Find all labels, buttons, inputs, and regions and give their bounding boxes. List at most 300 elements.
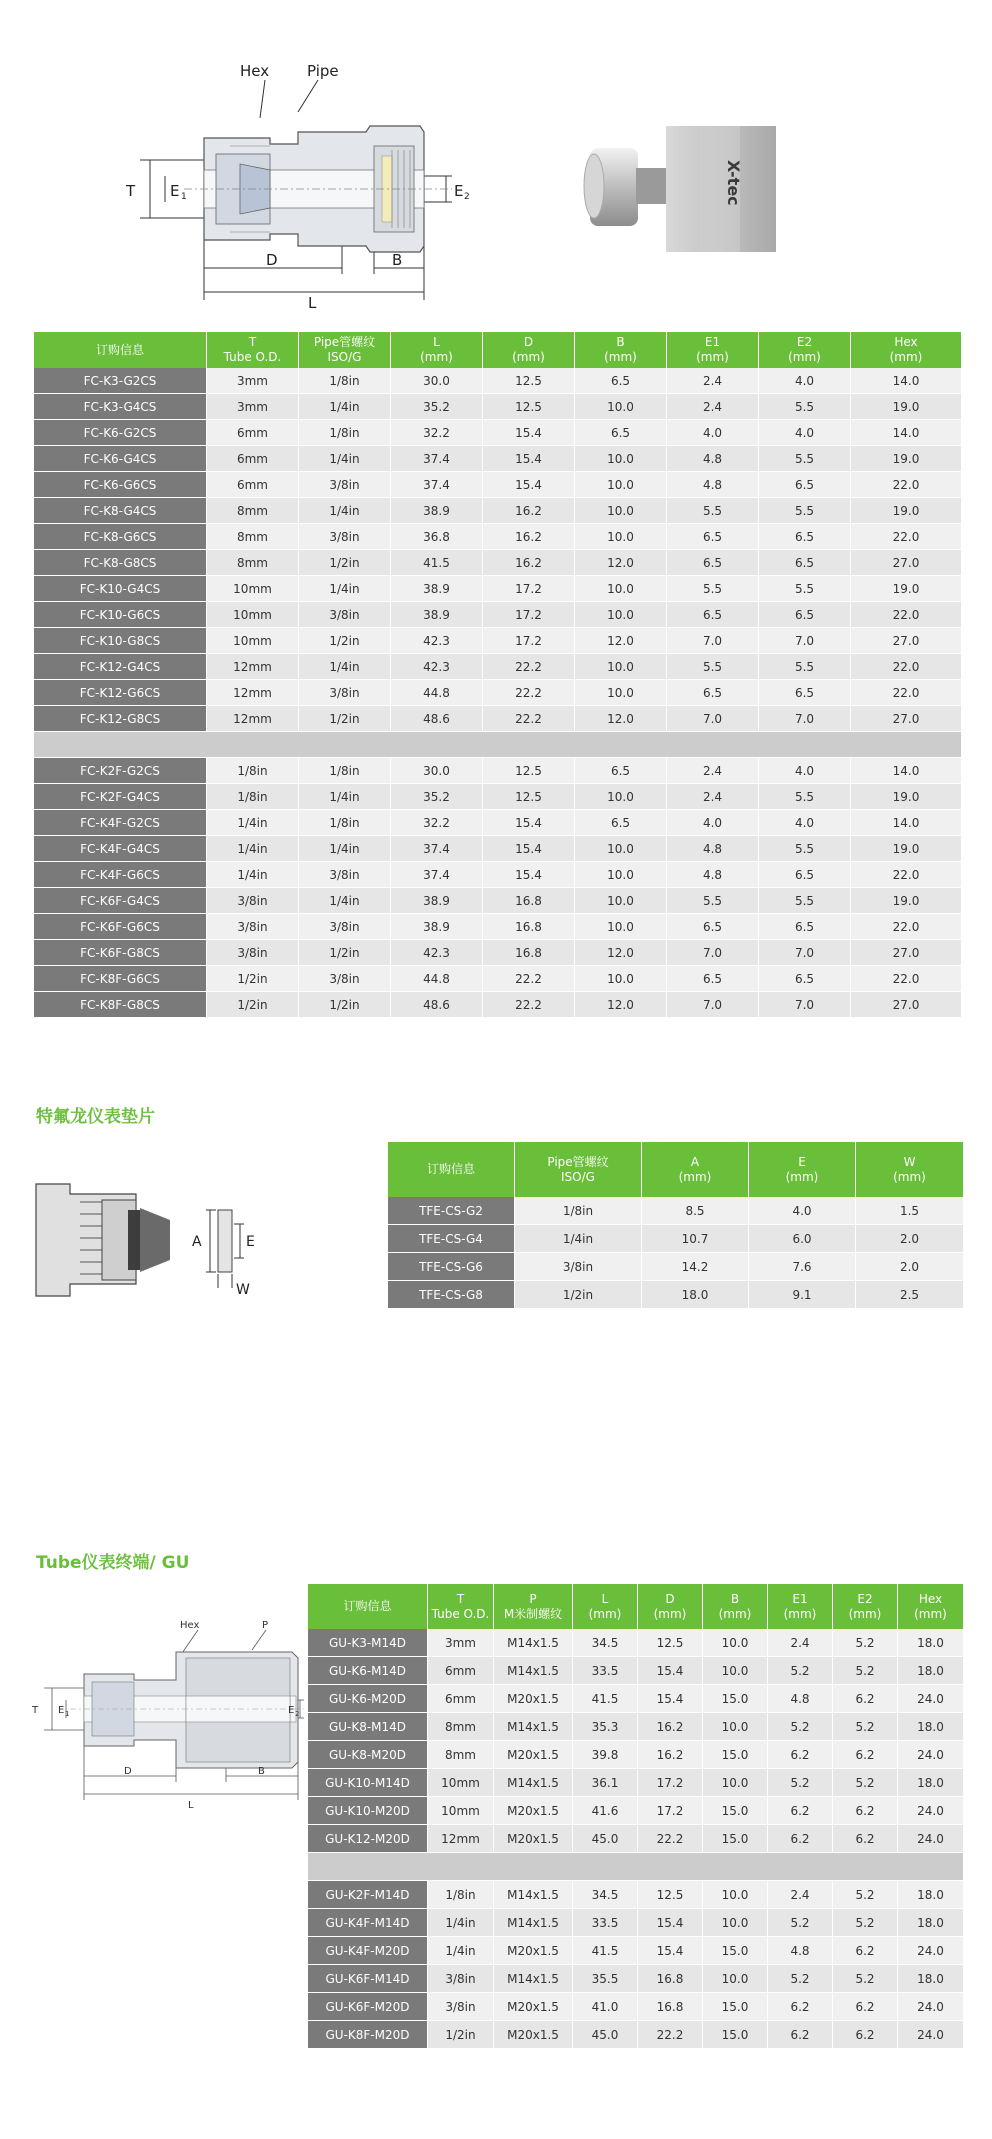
value-cell: 6.5 [667,550,759,576]
value-cell: 15.0 [703,1937,768,1965]
header-text: 订购信息 [343,1599,392,1613]
value-cell: 8mm [207,524,299,550]
value-cell: 10.0 [703,1657,768,1685]
header-text: ISO/G [561,1169,595,1184]
value-cell: 37.4 [391,836,483,862]
value-cell: 33.5 [573,1657,638,1685]
value-cell: 2.0 [856,1225,963,1253]
table-row [308,1909,963,1937]
order-code-cell: GU-K8F-M20D [308,2021,428,2049]
gu-label-e2: E [288,1705,295,1716]
gu-label-hex: Hex [180,1620,200,1631]
order-code-cell: TFE-CS-G4 [388,1225,515,1253]
gu-spec-table [308,1584,963,2049]
gasket-label-w: W [236,1282,250,1298]
value-cell: 15.0 [703,1741,768,1769]
order-code-cell: FC-K4F-G2CS [34,810,207,836]
value-cell: 2.0 [856,1253,963,1281]
value-cell: 10mm [207,602,299,628]
value-cell: 6.2 [833,1741,898,1769]
value-cell: 5.2 [833,1965,898,1993]
group-separator [34,732,961,758]
header-cell [833,1584,898,1629]
value-cell: 38.9 [391,602,483,628]
value-cell: 1/2in [299,992,391,1018]
value-cell: 16.2 [638,1713,703,1741]
value-cell: 12.5 [638,1629,703,1657]
value-cell: 1/4in [299,446,391,472]
header-cell [638,1584,703,1629]
value-cell: 19.0 [851,394,961,420]
value-cell: 3/8in [299,472,391,498]
value-cell: M20x1.5 [494,1797,573,1825]
value-cell: 22.2 [638,2021,703,2049]
value-cell: 10.0 [703,1881,768,1909]
value-cell: 1/4in [207,836,299,862]
value-cell: 6.2 [768,1797,833,1825]
header-cell [515,1142,642,1197]
value-cell: 6.5 [759,472,851,498]
order-code-cell: GU-K10-M14D [308,1769,428,1797]
value-cell: 24.0 [898,1937,963,1965]
value-cell: 1/4in [207,862,299,888]
value-cell: 17.2 [638,1797,703,1825]
value-cell: 8mm [207,498,299,524]
value-cell: 22.2 [483,654,575,680]
value-cell: 22.2 [483,966,575,992]
value-cell: 36.1 [573,1769,638,1797]
label-e2-sub: 2 [464,192,470,202]
value-cell: 12.5 [483,784,575,810]
order-code-cell: FC-K6-G2CS [34,420,207,446]
header-cell [483,332,575,368]
value-cell: 4.0 [759,810,851,836]
value-cell: 18.0 [898,1769,963,1797]
table-row [388,1225,963,1253]
value-cell: 12mm [428,1825,494,1853]
value-cell: 10.0 [575,966,667,992]
table-row [34,784,961,810]
value-cell: 1/2in [207,992,299,1018]
header-cell [388,1142,515,1197]
value-cell: 10.7 [642,1225,749,1253]
value-cell: 6.5 [667,966,759,992]
value-cell: 5.2 [833,1713,898,1741]
order-code-cell: FC-K2F-G4CS [34,784,207,810]
value-cell: 1.5 [856,1197,963,1225]
value-cell: 3mm [428,1629,494,1657]
table-row [308,1937,963,1965]
value-cell: 15.4 [483,420,575,446]
table-row [34,472,961,498]
value-cell: 6.5 [667,524,759,550]
value-cell: 15.4 [483,472,575,498]
value-cell: 27.0 [851,628,961,654]
separator-cell [34,732,961,758]
value-cell: 10mm [428,1769,494,1797]
order-code-cell: TFE-CS-G8 [388,1281,515,1309]
label-d: D [266,251,278,269]
separator-cell [308,1853,963,1881]
value-cell: 1/4in [299,498,391,524]
value-cell: 45.0 [573,1825,638,1853]
value-cell: 5.5 [759,654,851,680]
value-cell: 34.5 [573,1881,638,1909]
value-cell: 32.2 [391,420,483,446]
value-cell: 6.5 [575,758,667,784]
order-code-cell: FC-K6-G4CS [34,446,207,472]
order-code-cell: GU-K8-M20D [308,1741,428,1769]
value-cell: 6.2 [833,1685,898,1713]
value-cell: 12.5 [483,758,575,784]
value-cell: 1/8in [428,1881,494,1909]
value-cell: 2.5 [856,1281,963,1309]
value-cell: 7.0 [759,940,851,966]
header-cell [667,332,759,368]
value-cell: 12.5 [638,1881,703,1909]
value-cell: 15.4 [638,1685,703,1713]
value-cell: 3/8in [299,602,391,628]
value-cell: 17.2 [483,602,575,628]
value-cell: 30.0 [391,758,483,784]
value-cell: 5.2 [768,1713,833,1741]
header-text: L [601,1591,609,1606]
value-cell: 5.5 [759,498,851,524]
order-code-cell: FC-K8-G8CS [34,550,207,576]
value-cell: 19.0 [851,784,961,810]
table-row [388,1197,963,1225]
table-row [34,368,961,394]
value-cell: 6.5 [667,914,759,940]
value-cell: 1/2in [299,628,391,654]
value-cell: 6.2 [833,1937,898,1965]
table-row [34,914,961,940]
value-cell: 41.5 [391,550,483,576]
value-cell: 38.9 [391,576,483,602]
value-cell: 3/8in [428,1965,494,1993]
value-cell: 6.5 [759,862,851,888]
header-text: T [248,335,257,349]
value-cell: 7.0 [759,706,851,732]
value-cell: 22.0 [851,966,961,992]
value-cell: 12.5 [483,368,575,394]
header-text: E2 [796,335,813,349]
value-cell: 1/2in [207,966,299,992]
header-text: (mm) [420,350,453,364]
header-text: 订购信息 [426,1162,475,1176]
value-cell: 5.2 [833,1909,898,1937]
value-cell: 1/4in [207,810,299,836]
table-row [34,628,961,654]
header-text: ISO/G [327,350,362,364]
value-cell: 19.0 [851,446,961,472]
gasket-technical-drawing [30,1180,310,1300]
value-cell: 9.1 [749,1281,856,1309]
value-cell: 2.4 [667,394,759,420]
value-cell: 32.2 [391,810,483,836]
value-cell: 5.2 [833,1629,898,1657]
value-cell: 1/8in [207,784,299,810]
value-cell: 3mm [207,394,299,420]
value-cell: 5.5 [667,498,759,524]
value-cell: 24.0 [898,1993,963,2021]
header-text: T [456,1591,465,1606]
value-cell: 1/4in [299,654,391,680]
value-cell: 10.0 [575,446,667,472]
value-cell: 10.0 [703,1769,768,1797]
gu-label-p: P [262,1620,269,1631]
value-cell: 15.4 [638,1909,703,1937]
value-cell: 22.0 [851,862,961,888]
value-cell: 10.0 [575,914,667,940]
value-cell: 1/2in [299,550,391,576]
value-cell: 5.5 [667,888,759,914]
value-cell: 6.5 [759,550,851,576]
value-cell: 10.0 [575,888,667,914]
header-text: B [616,335,625,349]
fitting-spec-table [34,332,961,1018]
value-cell: 5.2 [768,1769,833,1797]
value-cell: M20x1.5 [494,1937,573,1965]
value-cell: 41.5 [573,1685,638,1713]
value-cell: 6.2 [768,1825,833,1853]
value-cell: 4.0 [749,1197,856,1225]
value-cell: 5.2 [833,1881,898,1909]
value-cell: 19.0 [851,576,961,602]
table-row [34,524,961,550]
value-cell: 16.8 [638,1965,703,1993]
table-row [34,498,961,524]
header-cell [573,1584,638,1629]
value-cell: 1/4in [515,1225,642,1253]
value-cell: 16.2 [483,524,575,550]
value-cell: 6mm [207,446,299,472]
value-cell: 3/8in [515,1253,642,1281]
value-cell: 8mm [428,1713,494,1741]
value-cell: 4.8 [768,1937,833,1965]
value-cell: 27.0 [851,706,961,732]
value-cell: 4.0 [759,420,851,446]
header-text: (mm) [512,350,545,364]
gasket-label-a: A [192,1234,202,1250]
value-cell: M14x1.5 [494,1965,573,1993]
value-cell: 10.0 [575,862,667,888]
value-cell: 37.4 [391,862,483,888]
label-hex: Hex [240,62,270,80]
value-cell: 7.0 [759,628,851,654]
header-text: (mm) [604,350,637,364]
value-cell: 3/8in [207,940,299,966]
order-code-cell: FC-K10-G8CS [34,628,207,654]
header-text: Tube O.D. [431,1606,490,1621]
value-cell: 3/8in [299,524,391,550]
value-cell: 7.0 [667,628,759,654]
label-l: L [308,294,317,310]
value-cell: 4.8 [667,862,759,888]
value-cell: 18.0 [898,1713,963,1741]
value-cell: 14.0 [851,810,961,836]
header-text: Pipe管螺纹 [313,335,376,349]
table-row [34,758,961,784]
table-row [308,1741,963,1769]
value-cell: 1/2in [515,1281,642,1309]
header-cell [856,1142,963,1197]
value-cell: 4.8 [667,446,759,472]
value-cell: 6.5 [759,602,851,628]
order-code-cell: FC-K6F-G8CS [34,940,207,966]
order-code-cell: GU-K6-M14D [308,1657,428,1685]
value-cell: M14x1.5 [494,1769,573,1797]
value-cell: 15.4 [638,1657,703,1685]
value-cell: 2.4 [768,1881,833,1909]
value-cell: 44.8 [391,680,483,706]
value-cell: 15.4 [483,836,575,862]
value-cell: 6.5 [759,966,851,992]
value-cell: 15.0 [703,2021,768,2049]
header-text: 订购信息 [95,342,144,357]
value-cell: 5.2 [768,1909,833,1937]
value-cell: 48.6 [391,992,483,1018]
value-cell: 24.0 [898,1685,963,1713]
value-cell: 14.0 [851,368,961,394]
value-cell: 4.0 [667,420,759,446]
table-row [34,446,961,472]
value-cell: 5.2 [768,1965,833,1993]
value-cell: 5.5 [759,888,851,914]
value-cell: 10.0 [703,1965,768,1993]
value-cell: M20x1.5 [494,2021,573,2049]
value-cell: 6.2 [768,2021,833,2049]
order-code-cell: FC-K3-G2CS [34,368,207,394]
value-cell: 7.0 [667,940,759,966]
value-cell: 18.0 [898,1657,963,1685]
header-cell [34,332,207,368]
header-text: D [665,1591,675,1606]
value-cell: 12.0 [575,628,667,654]
value-cell: 15.4 [638,1937,703,1965]
value-cell: 1/4in [299,888,391,914]
order-code-cell: TFE-CS-G6 [388,1253,515,1281]
value-cell: 4.8 [667,836,759,862]
value-cell: 19.0 [851,888,961,914]
value-cell: 35.3 [573,1713,638,1741]
value-cell: 3/8in [299,680,391,706]
value-cell: 18.0 [898,1881,963,1909]
value-cell: 39.8 [573,1741,638,1769]
header-text: (mm) [678,1169,712,1184]
value-cell: 38.9 [391,498,483,524]
value-cell: 41.5 [573,1937,638,1965]
order-code-cell: GU-K10-M20D [308,1797,428,1825]
value-cell: 10.0 [575,602,667,628]
gu-label-b: B [258,1766,265,1777]
value-cell: 15.0 [703,1685,768,1713]
value-cell: 5.5 [759,836,851,862]
value-cell: 6.2 [833,2021,898,2049]
order-code-cell: FC-K6F-G6CS [34,914,207,940]
gu-technical-drawing [30,1616,308,1812]
table-row [34,810,961,836]
header-text: E2 [857,1591,873,1606]
value-cell: 16.8 [483,940,575,966]
value-cell: 16.8 [483,914,575,940]
gu-label-e2-sub: 2 [295,1710,300,1718]
header-text: Tube O.D. [223,350,282,364]
value-cell: 5.5 [759,576,851,602]
value-cell: 12.0 [575,940,667,966]
value-cell: 10.0 [575,680,667,706]
order-code-cell: FC-K8F-G8CS [34,992,207,1018]
order-code-cell: TFE-CS-G2 [388,1197,515,1225]
table-row [34,966,961,992]
label-e2: E [454,182,464,200]
value-cell: 35.2 [391,784,483,810]
value-cell: 34.5 [573,1629,638,1657]
order-code-cell: GU-K6F-M14D [308,1965,428,1993]
table-row [388,1281,963,1309]
value-cell: M20x1.5 [494,1825,573,1853]
table-row [34,576,961,602]
order-code-cell: FC-K8-G6CS [34,524,207,550]
value-cell: 12.0 [575,992,667,1018]
header-text: L [433,335,440,349]
value-cell: 10.0 [703,1713,768,1741]
value-cell: 1/4in [428,1909,494,1937]
value-cell: 22.2 [483,680,575,706]
order-code-cell: FC-K12-G6CS [34,680,207,706]
table-row [308,1629,963,1657]
table-row [34,602,961,628]
value-cell: 1/8in [299,758,391,784]
value-cell: 1/8in [299,810,391,836]
order-code-cell: GU-K4F-M20D [308,1937,428,1965]
header-cell [851,332,961,368]
value-cell: 33.5 [573,1909,638,1937]
value-cell: 38.9 [391,888,483,914]
value-cell: 7.0 [667,706,759,732]
value-cell: 24.0 [898,2021,963,2049]
header-cell [703,1584,768,1629]
value-cell: 22.0 [851,914,961,940]
order-code-cell: FC-K3-G4CS [34,394,207,420]
value-cell: 30.0 [391,368,483,394]
value-cell: 24.0 [898,1825,963,1853]
value-cell: 12.5 [483,394,575,420]
value-cell: 1/8in [515,1197,642,1225]
value-cell: 22.0 [851,654,961,680]
value-cell: 6.0 [749,1225,856,1253]
value-cell: 10mm [428,1797,494,1825]
value-cell: 27.0 [851,992,961,1018]
table-row [34,550,961,576]
value-cell: 1/4in [299,784,391,810]
value-cell: 10mm [207,576,299,602]
value-cell: 10.0 [575,472,667,498]
order-code-cell: GU-K8-M14D [308,1713,428,1741]
order-code-cell: FC-K10-G6CS [34,602,207,628]
table-row [388,1253,963,1281]
value-cell: 6mm [428,1685,494,1713]
value-cell: 6mm [207,472,299,498]
label-e1-sub: 1 [181,192,187,202]
gasket-label-e: E [246,1234,255,1250]
value-cell: 6.5 [575,368,667,394]
value-cell: 19.0 [851,498,961,524]
label-e1: E [170,182,180,200]
header-cell [207,332,299,368]
table-row [308,1881,963,1909]
order-code-cell: GU-K6-M20D [308,1685,428,1713]
